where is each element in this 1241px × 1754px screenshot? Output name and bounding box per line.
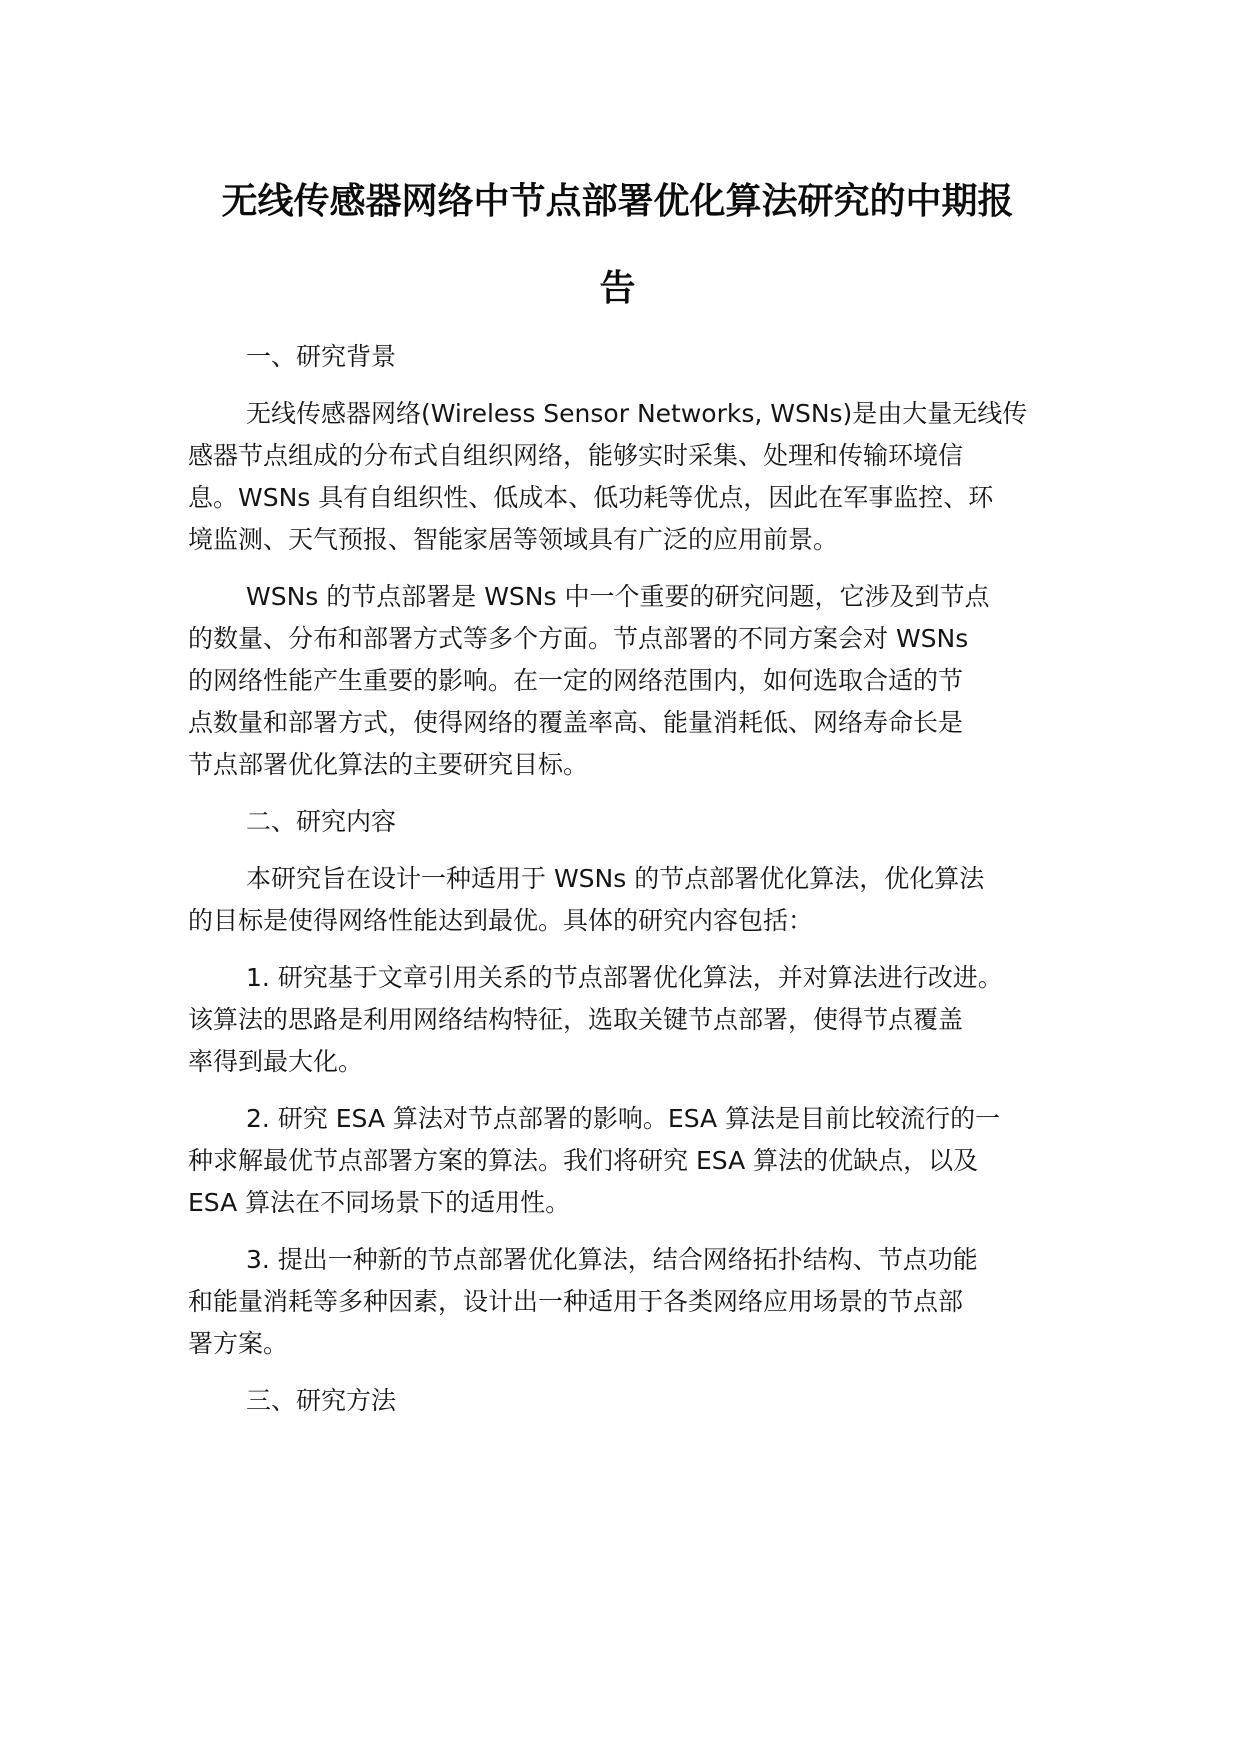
paragraph-line: 的网络性能产生重要的影响。在一定的网络范围内，如何选取合适的节	[188, 666, 964, 695]
paragraph-line: 境监测、天气预报、智能家居等领域具有广泛的应用前景。	[188, 525, 839, 554]
paragraph-line: 无线传感器网络(Wireless Sensor Networks, WSNs)是由大量无线传	[246, 399, 1028, 428]
list-item-line: 3. 提出一种新的节点部署优化算法，结合网络拓扑结构、节点功能	[246, 1245, 978, 1274]
list-item-line: 和能量消耗等多种因素，设计出一种适用于各类网络应用场景的节点部	[188, 1287, 964, 1316]
list-item-line: 1. 研究基于文章引用关系的节点部署优化算法，并对算法进行改进。	[246, 963, 1003, 992]
paragraph-line: 感器节点组成的分布式自组织网络，能够实时采集、处理和传输环境信	[188, 441, 964, 470]
paragraph-line: WSNs 的节点部署是 WSNs 中一个重要的研究问题，它涉及到节点	[246, 582, 990, 611]
document-title-line-2: 告	[599, 268, 636, 309]
paragraph-line: 点数量和部署方式，使得网络的覆盖率高、能量消耗低、网络寿命长是	[188, 708, 964, 737]
list-item-line: 种求解最优节点部署方案的算法。我们将研究 ESA 算法的优缺点，以及	[188, 1146, 979, 1175]
list-item-line: 2. 研究 ESA 算法对节点部署的影响。ESA 算法是目前比较流行的一	[246, 1104, 1001, 1133]
list-item-line: 署方案。	[188, 1329, 289, 1358]
list-item-line: 该算法的思路是利用网络结构特征，选取关键节点部署，使得节点覆盖	[188, 1005, 964, 1034]
paragraph-line: 的数量、分布和部署方式等多个方面。节点部署的不同方案会对 WSNs	[188, 624, 969, 653]
list-item-line: 率得到最大化。	[188, 1047, 364, 1076]
section-heading-content: 二、研究内容	[246, 807, 397, 836]
section-heading-method: 三、研究方法	[246, 1386, 397, 1415]
list-item-line: ESA 算法在不同场景下的适用性。	[188, 1188, 571, 1217]
paragraph-line: 的目标是使得网络性能达到最优。具体的研究内容包括：	[188, 906, 814, 935]
paragraph-line: 节点部署优化算法的主要研究目标。	[188, 750, 589, 779]
paragraph-line: 本研究旨在设计一种适用于 WSNs 的节点部署优化算法，优化算法	[246, 864, 985, 893]
section-heading-background: 一、研究背景	[246, 342, 397, 371]
document-title-line-1: 无线传感器网络中节点部署优化算法研究的中期报	[221, 181, 1014, 222]
paragraph-line: 息。WSNs 具有自组织性、低成本、低功耗等优点，因此在军事监控、环	[188, 483, 994, 512]
